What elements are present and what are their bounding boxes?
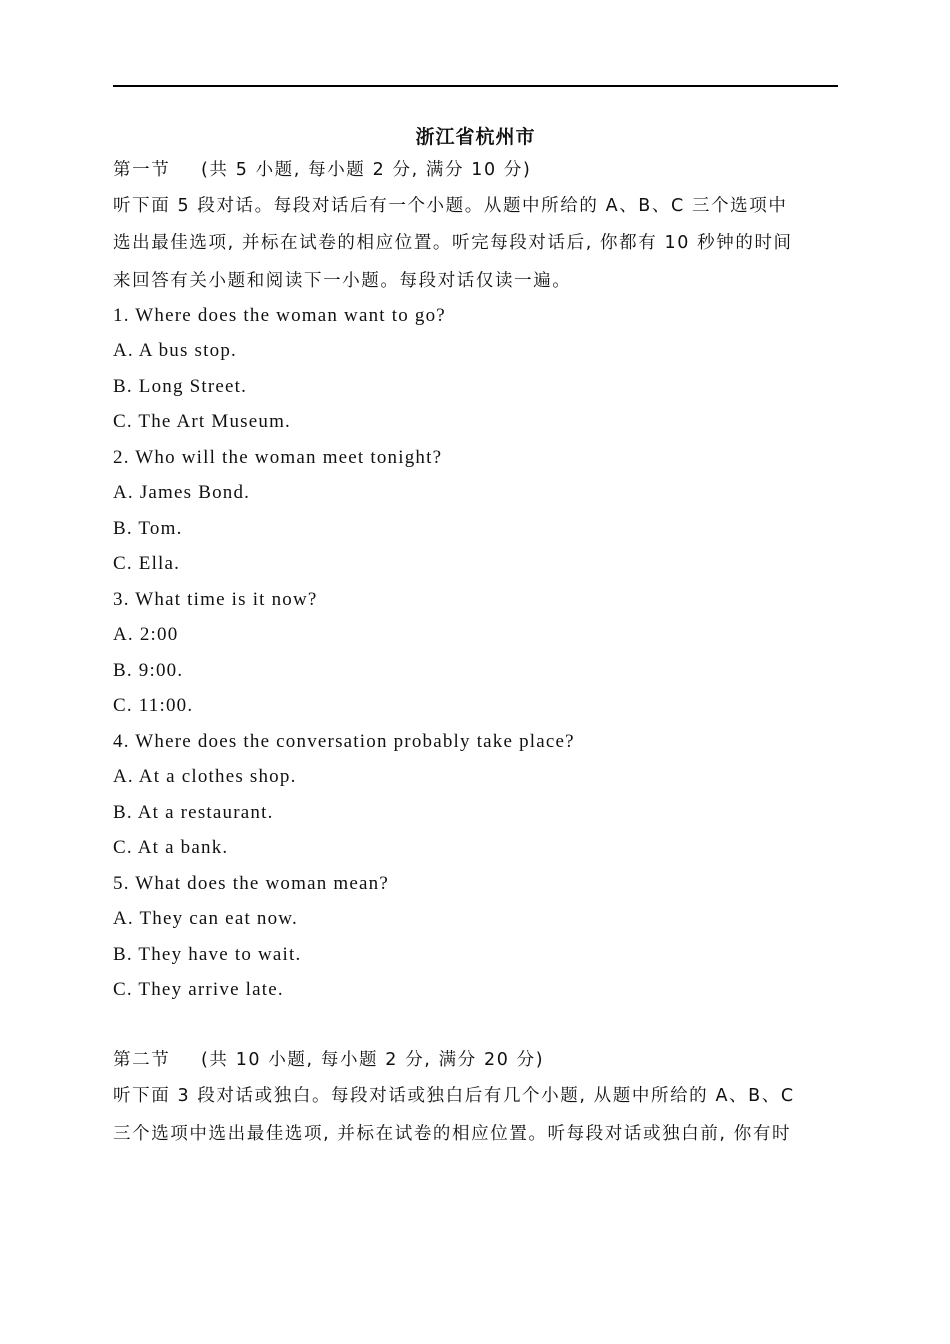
section1-note: (共 5 小题, 每小题 2 分, 满分 10 分) (201, 160, 532, 180)
question-2-option-b: B. Tom. (113, 518, 183, 539)
question-3-option-a: A. 2:00 (113, 624, 179, 645)
section1-label: 第一节 (113, 160, 171, 180)
question-3: 3. What time is it now? (113, 589, 318, 610)
question-2-option-c: C. Ella. (113, 553, 181, 574)
question-1-option-b: B. Long Street. (113, 376, 248, 397)
page-title: 浙江省杭州市 (415, 126, 536, 148)
section1-heading (113, 157, 843, 183)
section2-instruction-line: 三个选项中选出最佳选项, 并标在试卷的相应位置。听每段对话或独白前, 你有时 (113, 1124, 792, 1144)
question-5: 5. What does the woman mean? (113, 873, 389, 894)
question-4-option-b: B. At a restaurant. (113, 802, 274, 823)
question-4-option-a: A. At a clothes shop. (113, 766, 297, 787)
question-3-option-b: B. 9:00. (113, 660, 184, 681)
question-4-option-c: C. At a bank. (113, 837, 229, 858)
header-rule (113, 85, 838, 87)
question-5-option-b: B. They have to wait. (113, 944, 302, 965)
section2-heading (113, 1047, 843, 1073)
question-4: 4. Where does the conversation probably take place? (113, 731, 575, 752)
section1-instruction-line: 来回答有关小题和阅读下一小题。每段对话仅读一遍。 (113, 271, 572, 291)
question-1-option-a: A. A bus stop. (113, 340, 237, 361)
section2-note: (共 10 小题, 每小题 2 分, 满分 20 分) (201, 1050, 545, 1070)
question-2: 2. Who will the woman meet tonight? (113, 447, 443, 468)
question-3-option-c: C. 11:00. (113, 695, 194, 716)
question-5-option-c: C. They arrive late. (113, 979, 284, 1000)
section2-instruction-line: 听下面 3 段对话或独白。每段对话或独白后有几个小题, 从题中所给的 A、B、C (113, 1086, 795, 1106)
question-1-option-c: C. The Art Museum. (113, 411, 291, 432)
question-1: 1. Where does the woman want to go? (113, 305, 446, 326)
question-5-option-a: A. They can eat now. (113, 908, 298, 929)
question-2-option-a: A. James Bond. (113, 482, 251, 503)
section1-instruction-line: 选出最佳选项, 并标在试卷的相应位置。听完每段对话后, 你都有 10 秒钟的时间 (113, 233, 793, 253)
section2-label: 第二节 (113, 1050, 171, 1070)
section1-instruction-line: 听下面 5 段对话。每段对话后有一个小题。从题中所给的 A、B、C 三个选项中 (113, 196, 788, 216)
